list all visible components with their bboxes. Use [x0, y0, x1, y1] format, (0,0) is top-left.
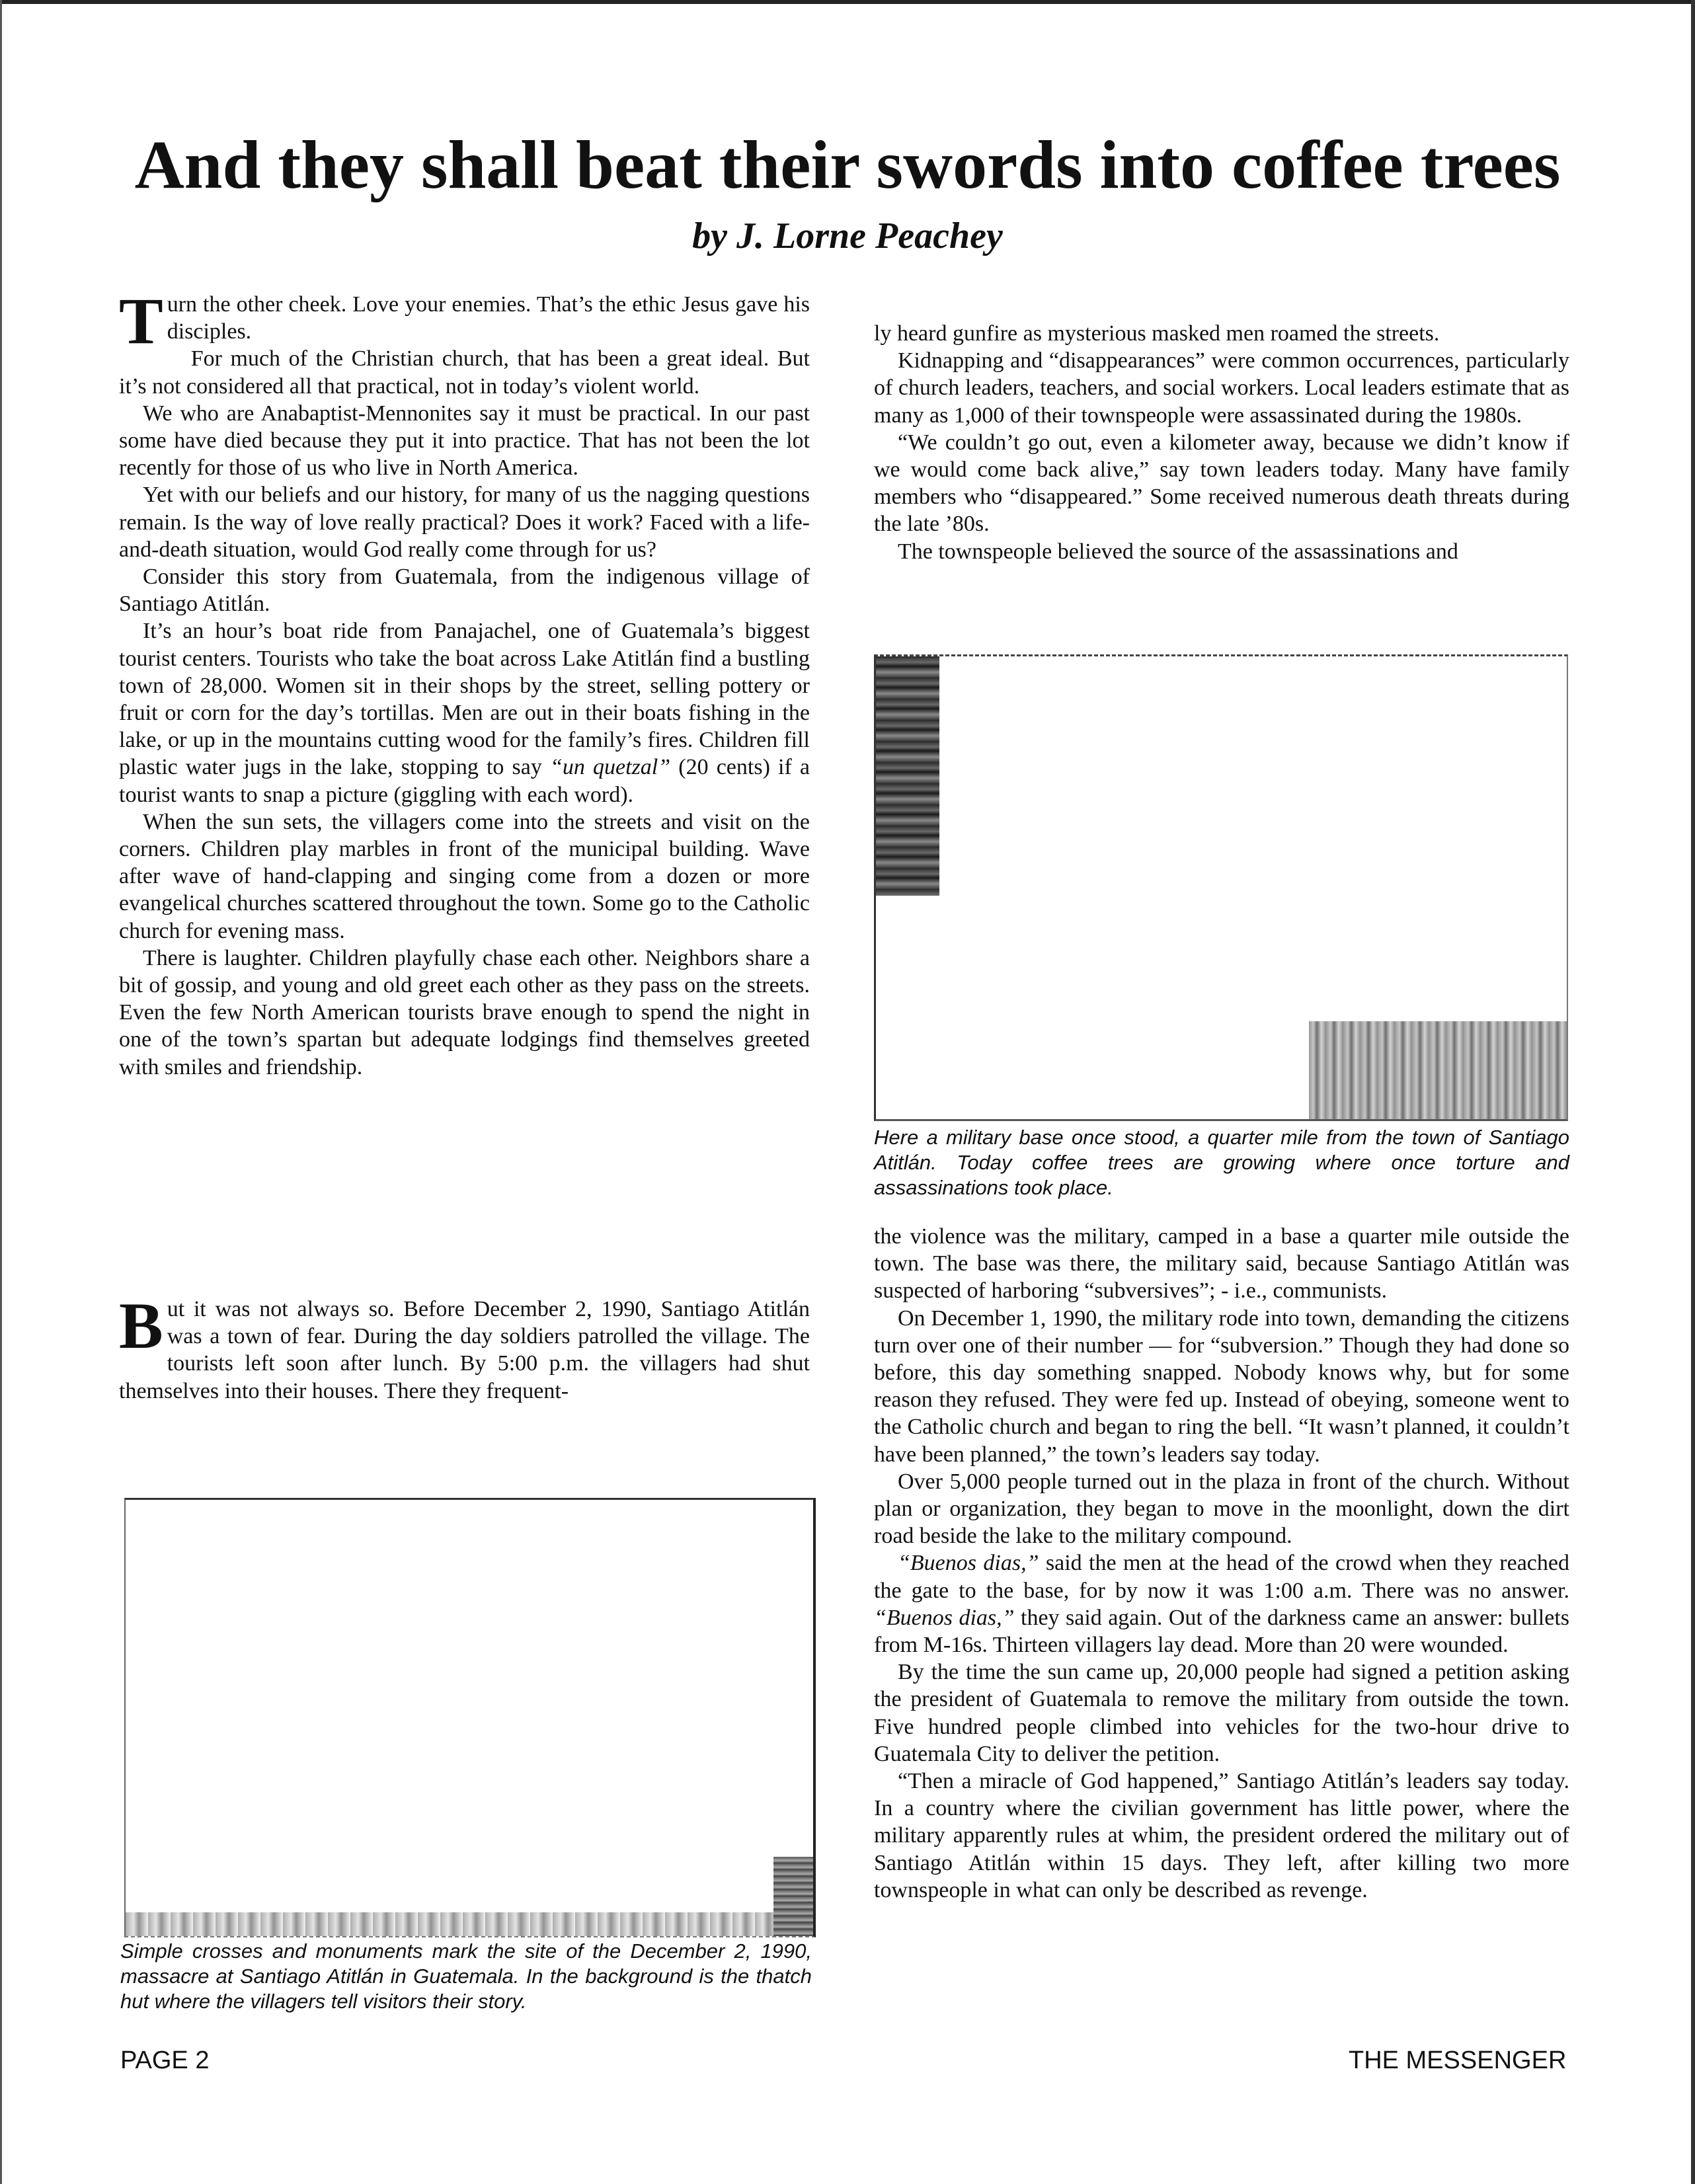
scan-border-right — [1691, 0, 1695, 2184]
paragraph-text: It’s an hour’s boat ride from Panajachel, one of Guatemala’s biggest tourist centers. Tourists who take the boat across Lake Atitlán find a bustling town of 28,000. Women sit in their shops by the street, selling pottery or fruit or corn for the day’s tortillas. Men are out in their boats fishing in the lake, or up in the mountains cutting wood for the family’s fires. Children fill plastic water jugs in the lake, stopping to say — [119, 619, 810, 780]
paragraph-text: (20 cents) if a tourist wants to snap a picture (giggling with each word). — [119, 755, 810, 807]
column-1-top — [119, 284, 810, 1269]
paragraph: Consider this story from Guatemala, from the indigenous village of Santiago Atitlán. — [119, 565, 810, 617]
paragraph: By the time the sun came up, 20,000 people had signed a petition asking the president of Guatemala to remove the military from outside the town. Five hundred people climbed into vehicles for the two-hour drive to Guatemala City to deliver the petition. — [874, 1660, 1569, 1766]
column-2-top — [874, 320, 1569, 637]
photo-post-edge — [773, 1857, 813, 1936]
opening-text: urn the other cheek. Love your enemies. That’s the ethic Jesus gave his disciples. — [167, 292, 810, 344]
section-two-paragraph — [119, 1289, 810, 1405]
paragraph: We who are Anabaptist-Mennonites say it must be practical. In our past some have died because they put it into practice. That has not been the lot recently for those of us who live in North America. — [119, 401, 810, 481]
paragraph — [874, 1549, 1569, 1658]
photo-ground-edge — [1309, 1021, 1567, 1119]
paragraph: “Then a miracle of God happened,” Santiago Atitlán’s leaders say today. In a country where the civilian government has little power, where the military apparently rules at whim, the president ordered the military out of Santiago Atitlán within 15 days. They left, after killing two more townspeople in what can only be described as revenge. — [874, 1769, 1569, 1902]
paragraph: Kidnapping and “disappearances” were common occurrences, particularly of church leaders, teachers, and social workers. Local leaders estimate that as many as 1,000 of their townspeople were assassinated during the 1980s. — [874, 348, 1569, 428]
drop-cap-t: T — [119, 284, 163, 358]
paragraph — [119, 617, 810, 808]
continuation-paragraph: ly heard gunfire as mysterious masked men roamed the streets. — [874, 321, 1440, 346]
photo-blank-area — [876, 896, 1309, 1119]
page-number: PAGE 2 — [120, 2047, 210, 2074]
column-2-bottom — [874, 1223, 1569, 2023]
photo-caption-crosses: Simple crosses and monuments mark the site of the December 2, 1990, massacre at Santiago Atitlán in Guatemala. In the background is the thatch hut where the villagers tell visitors their story. — [120, 1939, 812, 2013]
photo-crosses-monuments — [124, 1498, 816, 1937]
photo-military-base-site — [874, 654, 1568, 1121]
paragraph: When the sun sets, the villagers come into the streets and visit on the corners. Children play marbles in front of the municipal building. Wave after wave of hand-clapping and singing come from a dozen or more evangelical churches scattered throughout the town. Some go to the Catholic church for evening mass. — [119, 809, 810, 943]
continuation-paragraph: the violence was the military, camped in a base a quarter mile outside the town. The base was there, the military said, because Santiago Atitlán was suspected of harboring “subversives”; - i.e., communists. — [874, 1224, 1569, 1304]
paragraph: For much of the Christian church, that has been a great ideal. But it’s not considered all that practical, not in today’s violent world. — [119, 346, 810, 399]
paragraph: The townspeople believed the source of the assassinations and — [898, 539, 1458, 564]
paragraph: On December 1, 1990, the military rode into town, demanding the citizens turn over one of their number — for “subversion.” Though they had done so before, this day something snapped. Nobody knows why, but for some reason they refused. They were fed up. Instead of obeying, someone went to the Catholic church and began to ring the bell. “It wasn’t planned, it couldn’t have been planned,” the town’s leaders say today. — [874, 1306, 1569, 1467]
photo-caption-military-base: Here a military base once stood, a quarter mile from the town of Santiago Atitlán. Today coffee trees are growing where once torture and assassinations took place. — [874, 1126, 1569, 1199]
drop-cap-b: B — [119, 1289, 163, 1362]
quetzal-phrase: “un quetzal” — [550, 755, 671, 780]
article-title: And they shall beat their swords into coffee trees — [134, 127, 1561, 203]
publication-name: THE MESSENGER — [1349, 2047, 1567, 2074]
photo-ground-edge — [126, 1912, 813, 1936]
buenos-dias-phrase: “Buenos dias,” — [898, 1551, 1039, 1576]
scan-border-top — [0, 0, 1695, 4]
paragraph: Yet with our beliefs and our history, for many of us the nagging questions remain. Is the way of love really practical? Does it work? Faced with a life-and-death situation, would God really come through for us? — [119, 483, 810, 562]
opening-paragraph — [119, 284, 810, 358]
paragraph-text: they said again. Out of the darkness came an answer: bullets from M-16s. Thirteen villagers lay dead. More than 20 were wounded. — [874, 1605, 1569, 1658]
paragraph: There is laughter. Children playfully chase each other. Neighbors share a bit of gossip, and young and old greet each other as they pass on the streets. Even the few North American tourists brave enough to spend the night in one of the town’s spartan but adequate lodgings find themselves greeted with smiles and friendship. — [119, 945, 810, 1079]
article-byline: by J. Lorne Peachey — [692, 215, 1003, 256]
buenos-dias-phrase: “Buenos dias,” — [874, 1605, 1015, 1630]
paragraph-text: said the men at the head of the crowd when they reached the gate to the base, for by now it was 1:00 a.m. There was no answer. — [874, 1551, 1569, 1603]
paragraph: Over 5,000 people turned out in the plaza in front of the church. Without plan or organization, they began to move in the moonlight, down the dirt road beside the lake to the military compound. — [874, 1469, 1569, 1549]
scan-border-left — [0, 0, 2, 2184]
column-1-bottom — [119, 1289, 810, 1454]
paragraph: “We couldn’t go out, even a kilometer away, because we didn’t know if we would come back alive,” say town leaders today. Many have family members who “disappeared.” Some received numerous death threats during the late ’80s. — [874, 430, 1569, 537]
section-two-text: ut it was not always so. Before December 2, 1990, Santiago Atitlán was a town of fear. During the day soldiers patrolled the village. The tourists left soon after lunch. By 5:00 p.m. the villagers had shut themselves into their houses. There they frequent- — [119, 1297, 810, 1403]
